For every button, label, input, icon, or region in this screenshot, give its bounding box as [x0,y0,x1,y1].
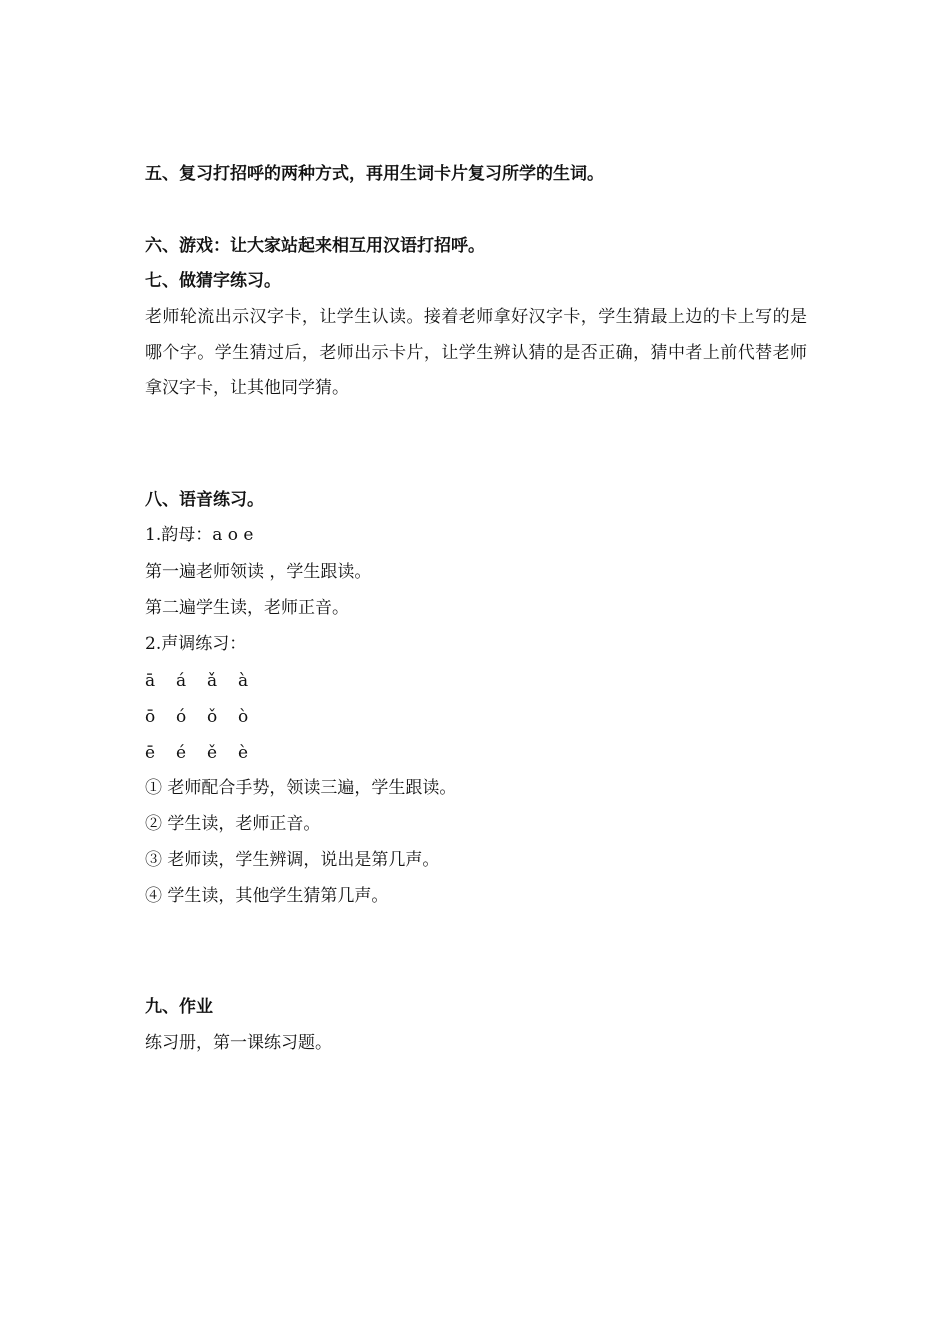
homework-line: 练习册，第一课练习题。 [145,1033,332,1053]
tone-a-3: ǎ [207,671,218,691]
step-4-line: ④ 学生读，其他学生猜第几声。 [145,886,389,906]
tone-e-4: è [238,743,249,763]
section7-paragraph: 老师轮流出示汉字卡，让学生认读。接着老师拿好汉字卡，学生猜最上边的卡上写的是哪个字。学生猜过后，老师出示卡片，让学生辨认猜的是否正确，猜中者上前代替老师拿汉字卡，让其他同学猜。 [145,307,807,398]
tone-e-1: ē [145,743,156,763]
section6-heading: 六、游戏：让大家站起来相互用汉语打招呼。 [145,236,485,256]
tone-o-4: ò [238,707,249,727]
step-2-line: ② 学生读，老师正音。 [145,814,321,834]
tone-e-2: é [176,743,187,763]
finals-line: 1.韵母：a o e [145,525,254,545]
tone-o-3: ǒ [207,707,218,727]
section5-heading: 五、复习打招呼的两种方式，再用生词卡片复习所学的生词。 [145,164,604,184]
step-1-line: ① 老师配合手势，领读三遍，学生跟读。 [145,778,457,798]
section9-heading: 九、作业 [145,997,213,1017]
step-3-line: ③ 老师读，学生辨调，说出是第几声。 [145,850,440,870]
tone-e-3: ě [207,743,218,763]
first-pass-line: 第一遍老师领读 ，学生跟读。 [145,562,372,582]
tone-practice-label: 2.声调练习： [145,634,247,654]
tone-a-4: à [238,671,249,691]
tone-o-2: ó [176,707,187,727]
section7-heading: 七、做猜字练习。 [145,271,281,291]
tone-row-o [145,705,269,729]
tone-row-a [145,669,269,693]
section8-heading: 八、语音练习。 [145,490,264,510]
second-pass-line: 第二遍学生读，老师正音。 [145,598,349,618]
tone-a-1: ā [145,671,156,691]
tone-row-e [145,741,269,765]
tone-o-1: ō [145,707,156,727]
tone-a-2: á [176,671,187,691]
